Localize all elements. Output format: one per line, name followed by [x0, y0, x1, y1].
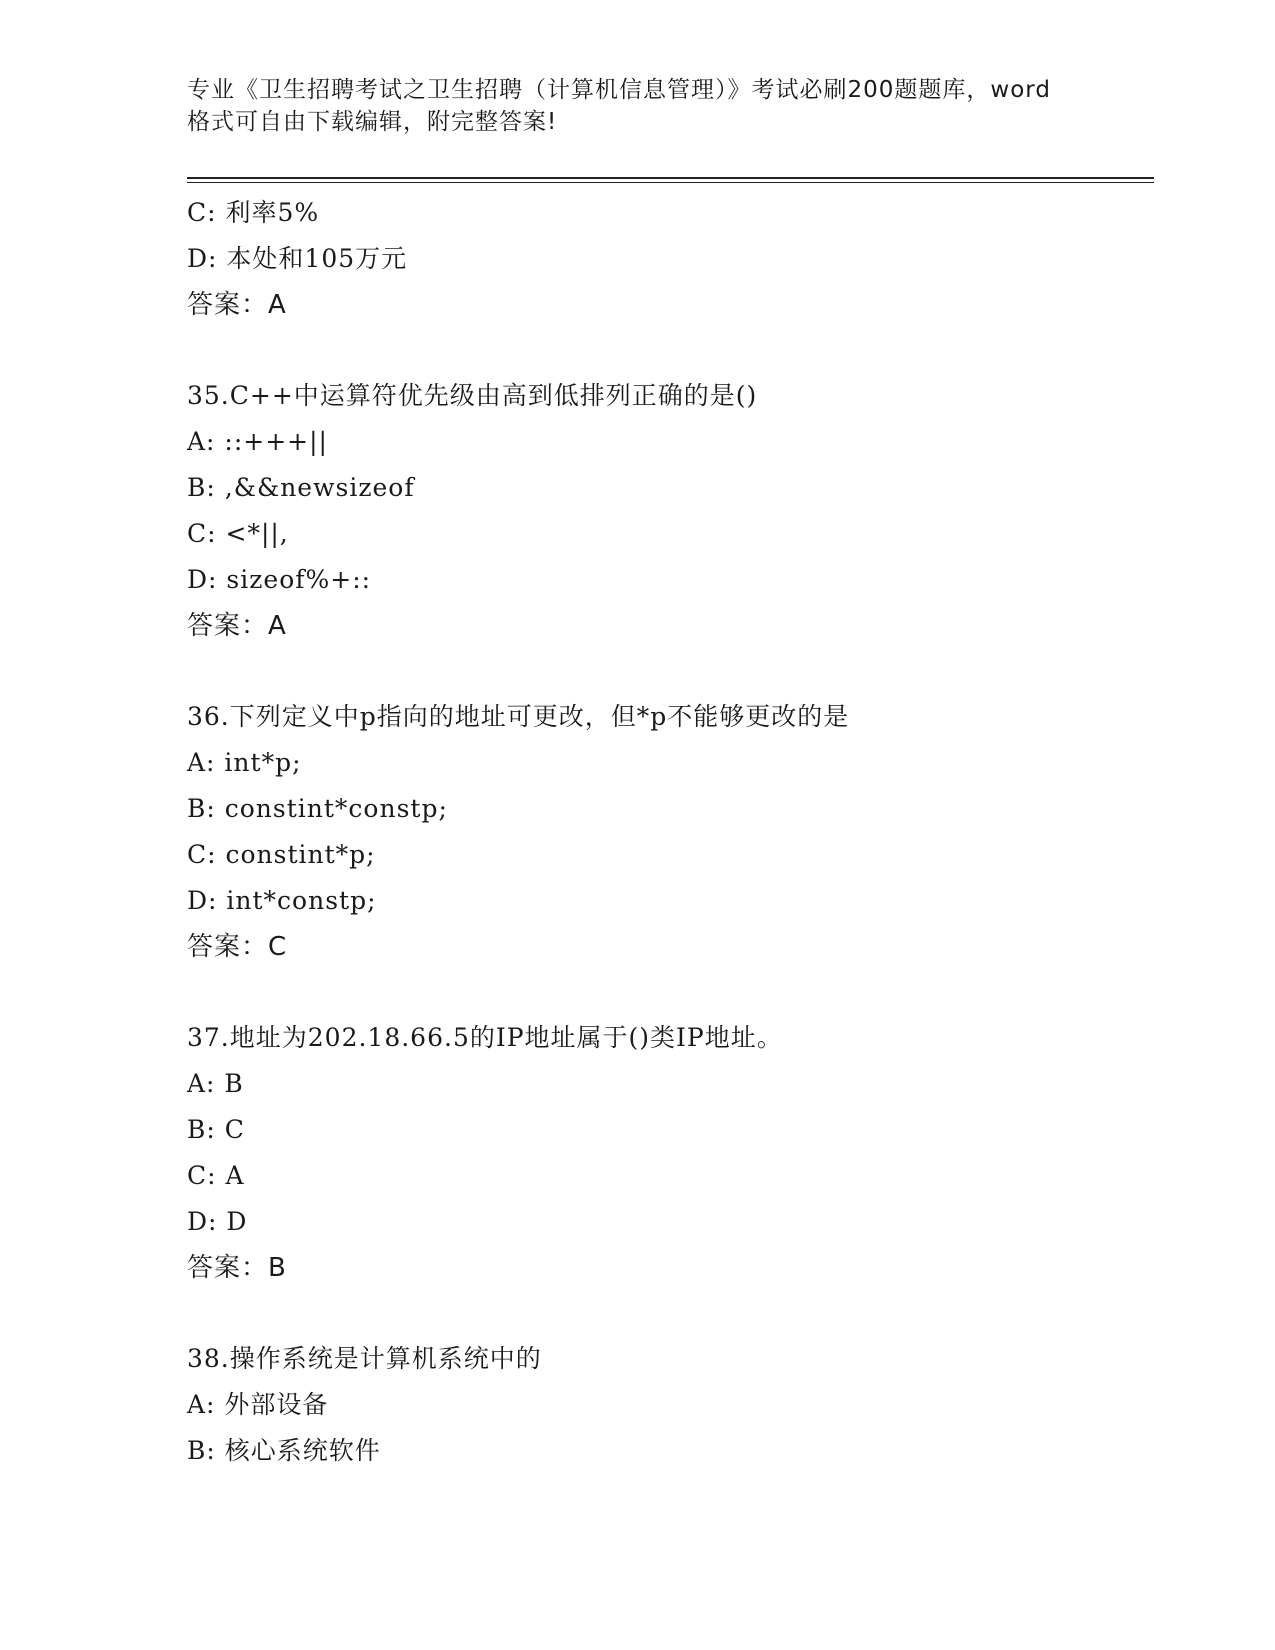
question-title: 35.C++中运算符优先级由高到低排列正确的是(): [187, 381, 758, 410]
header-line-2: 格式可自由下载编辑，附完整答案!: [187, 109, 558, 135]
spacer: [187, 328, 1154, 373]
question-35: [187, 373, 1154, 649]
answer-line: 答案：C: [187, 932, 288, 962]
option-c: C: <*||,: [187, 519, 289, 548]
question-34-continuation: [187, 190, 1154, 328]
option-d: D: int*constp;: [187, 886, 377, 915]
option-c: C: 利率5%: [187, 198, 320, 227]
answer-line: 答案：B: [187, 1253, 287, 1283]
header-line-1: 专业《卫生招聘考试之卫生招聘（计算机信息管理）》考试必刷200题题库，word: [187, 77, 1051, 103]
document-header: [187, 74, 1087, 138]
answer-line: 答案：A: [187, 611, 287, 641]
option-a: A: 外部设备: [187, 1390, 329, 1419]
option-a: A: B: [187, 1069, 244, 1098]
question-37: [187, 1015, 1154, 1291]
answer-line: 答案：A: [187, 290, 287, 320]
option-b: B: C: [187, 1115, 245, 1144]
option-b: B: constint*constp;: [187, 794, 448, 823]
option-c: C: A: [187, 1161, 245, 1190]
question-title: 38.操作系统是计算机系统中的: [187, 1344, 542, 1373]
question-38: [187, 1336, 1154, 1474]
header-divider: [187, 177, 1154, 183]
option-d: D: sizeof%+::: [187, 565, 372, 594]
option-b: B: 核心系统软件: [187, 1436, 381, 1465]
option-a: A: int*p;: [187, 748, 302, 777]
question-list: [187, 190, 1154, 1474]
question-title: 37.地址为202.18.66.5的IP地址属于()类IP地址。: [187, 1023, 783, 1052]
option-c: C: constint*p;: [187, 840, 376, 869]
spacer: [187, 649, 1154, 694]
question-title: 36.下列定义中p指向的地址可更改，但*p不能够更改的是: [187, 702, 850, 731]
spacer: [187, 970, 1154, 1015]
option-a: A: ::+++||: [187, 427, 328, 456]
spacer: [187, 1291, 1154, 1336]
option-d: D: D: [187, 1207, 248, 1236]
question-36: [187, 694, 1154, 970]
option-d: D: 本处和105万元: [187, 244, 408, 273]
option-b: B: ,&&newsizeof: [187, 473, 415, 502]
